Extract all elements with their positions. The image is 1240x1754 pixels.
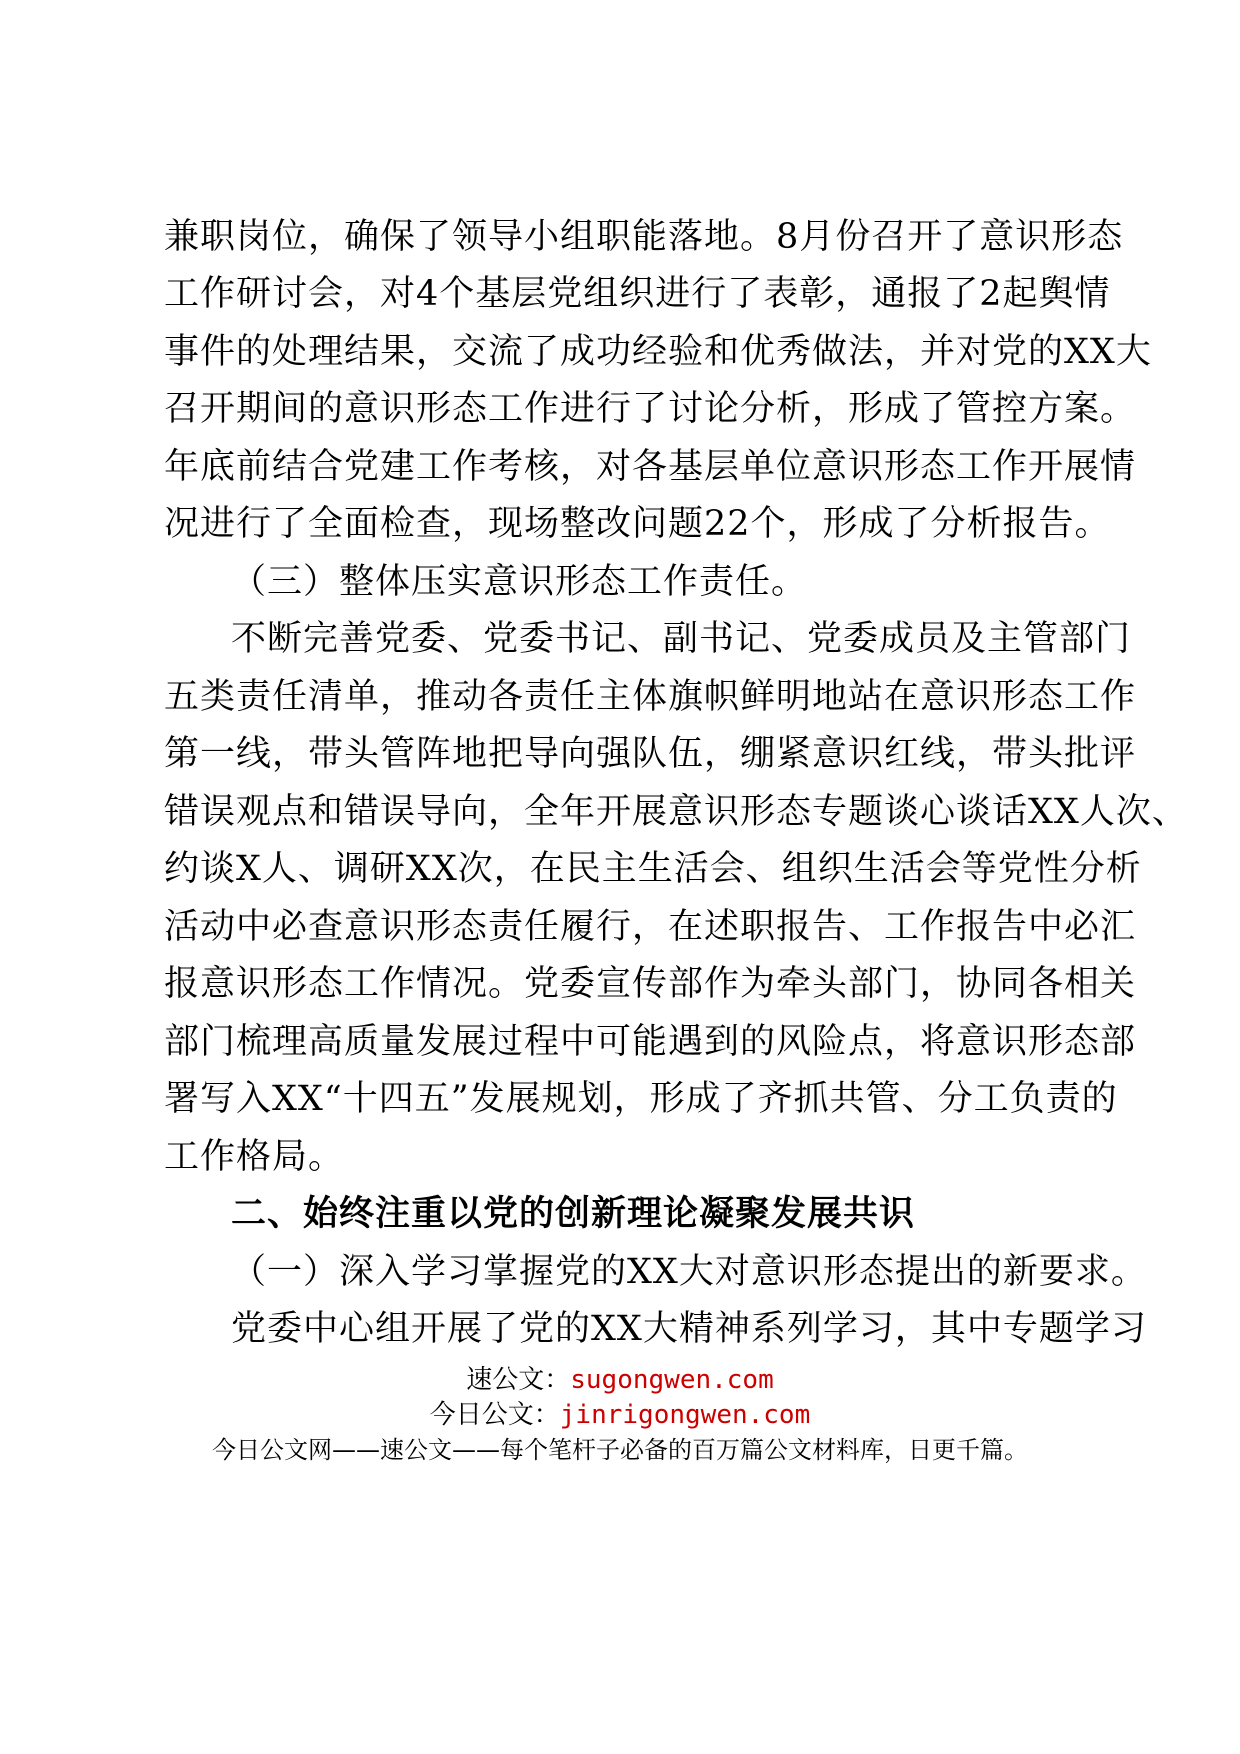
subsection-heading: （三）整体压实意识形态工作责任。 <box>231 562 808 602</box>
paragraph-line: 署写入XX“十四五”发展规划，形成了齐抓共管、分工负责的 <box>164 1079 1118 1119</box>
paragraph-line: 活动中必查意识形态责任履行，在述职报告、工作报告中必汇 <box>164 907 1137 947</box>
footer-line-jinrigongwen <box>0 1399 1240 1431</box>
paragraph-line: 党委中心组开展了党的XX大精神系列学习，其中专题学习 <box>231 1309 1147 1349</box>
subsection-heading: （一）深入学习掌握党的XX大对意识形态提出的新要求。 <box>231 1252 1147 1292</box>
footer-label: 今日公文： <box>429 1400 560 1430</box>
paragraph-line: 况进行了全面检查，现场整改问题22个，形成了分析报告。 <box>164 504 1111 544</box>
paragraph-line: 召开期间的意识形态工作进行了讨论分析，形成了管控方案。 <box>164 389 1137 429</box>
section-heading: 二、始终注重以党的创新理论凝聚发展共识 <box>231 1194 916 1234</box>
paragraph-line: 事件的处理结果，交流了成功经验和优秀做法，并对党的XX大 <box>164 332 1152 372</box>
footer-link-jinrigongwen[interactable]: jinrigongwen.com <box>559 1400 811 1430</box>
paragraph-line: 约谈X人、调研XX次，在民主生活会、组织生活会等党性分析 <box>164 849 1142 889</box>
footer-line-sugongwen <box>0 1364 1240 1396</box>
footer-link-sugongwen[interactable]: sugongwen.com <box>570 1365 774 1395</box>
footer-label: 速公文： <box>466 1365 571 1395</box>
footer-slogan: 今日公文网——速公文——每个笔杆子必备的百万篇公文材料库，日更千篇。 <box>212 1436 1028 1464</box>
paragraph-line: 五类责任清单，推动各责任主体旗帜鲜明地站在意识形态工作 <box>164 677 1137 717</box>
paragraph-line: 部门梳理高质量发展过程中可能遇到的风险点，将意识形态部 <box>164 1022 1137 1062</box>
paragraph-line: 工作格局。 <box>164 1137 345 1177</box>
paragraph-line: 第一线，带头管阵地把导向强队伍，绷紧意识红线，带头批评 <box>164 734 1137 774</box>
paragraph-line: 报意识形态工作情况。党委宣传部作为牵头部门，协同各相关 <box>164 964 1137 1004</box>
paragraph-line: 兼职岗位，确保了领导小组职能落地。8月份召开了意识形态 <box>164 217 1124 257</box>
paragraph-line: 年底前结合党建工作考核，对各基层单位意识形态工作开展情 <box>164 447 1137 487</box>
paragraph-line: 不断完善党委、党委书记、副书记、党委成员及主管部门 <box>231 619 1132 659</box>
paragraph-line: 错误观点和错误导向，全年开展意识形态专题谈心谈话XX人次、 <box>164 792 1188 832</box>
paragraph-line: 工作研讨会，对4个基层党组织进行了表彰，通报了2起舆情 <box>164 274 1111 314</box>
